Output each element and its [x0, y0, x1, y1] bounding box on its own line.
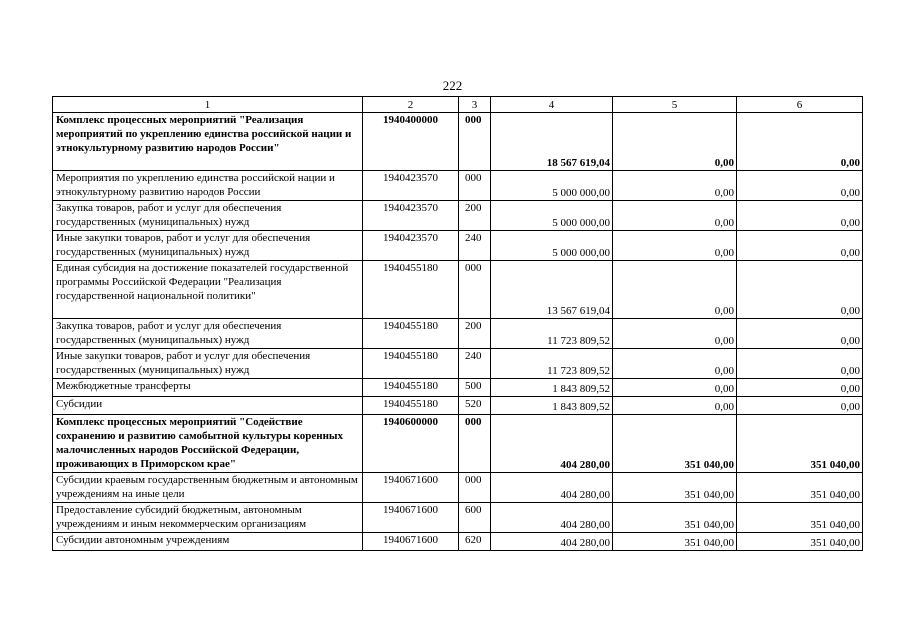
table-row — [53, 397, 863, 415]
row-amount-col6-cell: 351 040,00 — [737, 503, 863, 533]
row-amount-col5-cell: 351 040,00 — [613, 503, 737, 533]
row-name-cell: Мероприятия по укреплению единства российской нации и этнокультурному развитию народов России — [53, 171, 363, 201]
row-code-cell: 1940600000 — [363, 415, 459, 473]
row-code-cell: 1940423570 — [363, 171, 459, 201]
table-row — [53, 261, 863, 319]
row-amount-col6-cell: 0,00 — [737, 397, 863, 415]
row-amount-col4-cell: 1 843 809,52 — [491, 397, 613, 415]
row-amount-col4-cell: 1 843 809,52 — [491, 379, 613, 397]
row-name-cell: Межбюджетные трансферты — [53, 379, 363, 397]
row-type-cell: 620 — [459, 533, 491, 551]
header-cell: 3 — [459, 97, 491, 113]
row-amount-col5-cell: 0,00 — [613, 319, 737, 349]
row-code-cell: 1940671600 — [363, 503, 459, 533]
row-name-cell: Закупка товаров, работ и услуг для обеспечения государственных (муниципальных) нужд — [53, 201, 363, 231]
row-amount-col5-cell: 0,00 — [613, 261, 737, 319]
row-amount-col5-cell: 351 040,00 — [613, 533, 737, 551]
row-type-cell: 600 — [459, 503, 491, 533]
row-code-cell: 1940455180 — [363, 319, 459, 349]
header-cell: 6 — [737, 97, 863, 113]
row-type-cell: 200 — [459, 201, 491, 231]
row-code-cell: 1940671600 — [363, 473, 459, 503]
table-row-section — [53, 113, 863, 171]
row-amount-col6-cell: 0,00 — [737, 201, 863, 231]
row-type-cell: 240 — [459, 231, 491, 261]
page-number: 222 — [442, 78, 463, 93]
table-row — [53, 379, 863, 397]
table-row — [53, 201, 863, 231]
row-amount-col4-cell: 5 000 000,00 — [491, 231, 613, 261]
row-amount-col5-cell: 0,00 — [613, 113, 737, 171]
row-amount-col4-cell: 5 000 000,00 — [491, 171, 613, 201]
header-cell: 4 — [491, 97, 613, 113]
table-body — [53, 113, 863, 551]
row-amount-col4-cell: 13 567 619,04 — [491, 261, 613, 319]
row-name-cell: Иные закупки товаров, работ и услуг для обеспечения государственных (муниципальных) нужд — [53, 349, 363, 379]
row-amount-col6-cell: 0,00 — [737, 231, 863, 261]
header-cell: 1 — [53, 97, 363, 113]
table-row-section — [53, 415, 863, 473]
row-amount-col5-cell: 351 040,00 — [613, 473, 737, 503]
row-code-cell: 1940423570 — [363, 231, 459, 261]
row-amount-col6-cell: 0,00 — [737, 113, 863, 171]
row-amount-col4-cell: 18 567 619,04 — [491, 113, 613, 171]
table-row — [53, 349, 863, 379]
row-amount-col4-cell: 11 723 809,52 — [491, 319, 613, 349]
row-amount-col4-cell: 404 280,00 — [491, 415, 613, 473]
row-type-cell: 000 — [459, 113, 491, 171]
row-name-cell: Комплекс процессных мероприятий "Реализация мероприятий по укреплению единства российской нации и этнокультурному развитию народов России" — [53, 113, 363, 171]
row-name-cell: Субсидии краевым государственным бюджетным и автономным учреждениям на иные цели — [53, 473, 363, 503]
row-amount-col5-cell: 0,00 — [613, 201, 737, 231]
row-amount-col4-cell: 5 000 000,00 — [491, 201, 613, 231]
table-row — [53, 231, 863, 261]
budget-table — [52, 96, 863, 551]
table-row — [53, 473, 863, 503]
row-code-cell: 1940671600 — [363, 533, 459, 551]
row-name-cell: Комплекс процессных мероприятий "Содействие сохранению и развитию самобытной культуры коренных малочисленных народов Российской Федерации, проживающих в Приморском крае" — [53, 415, 363, 473]
table-row — [53, 533, 863, 551]
header-cell: 2 — [363, 97, 459, 113]
row-amount-col4-cell: 404 280,00 — [491, 533, 613, 551]
table-row — [53, 171, 863, 201]
row-code-cell: 1940455180 — [363, 349, 459, 379]
row-type-cell: 000 — [459, 473, 491, 503]
row-amount-col5-cell: 0,00 — [613, 379, 737, 397]
row-amount-col6-cell: 351 040,00 — [737, 473, 863, 503]
row-amount-col6-cell: 0,00 — [737, 349, 863, 379]
row-amount-col4-cell: 404 280,00 — [491, 473, 613, 503]
row-amount-col5-cell: 0,00 — [613, 231, 737, 261]
row-type-cell: 500 — [459, 379, 491, 397]
header-cell: 5 — [613, 97, 737, 113]
row-amount-col5-cell: 0,00 — [613, 349, 737, 379]
row-type-cell: 000 — [459, 261, 491, 319]
table-row — [53, 503, 863, 533]
row-code-cell: 1940455180 — [363, 379, 459, 397]
row-amount-col4-cell: 404 280,00 — [491, 503, 613, 533]
row-type-cell: 000 — [459, 171, 491, 201]
row-amount-col5-cell: 351 040,00 — [613, 415, 737, 473]
row-amount-col6-cell: 0,00 — [737, 261, 863, 319]
row-code-cell: 1940400000 — [363, 113, 459, 171]
row-code-cell: 1940455180 — [363, 397, 459, 415]
row-type-cell: 200 — [459, 319, 491, 349]
row-amount-col4-cell: 11 723 809,52 — [491, 349, 613, 379]
row-name-cell: Иные закупки товаров, работ и услуг для обеспечения государственных (муниципальных) нужд — [53, 231, 363, 261]
row-code-cell: 1940423570 — [363, 201, 459, 231]
row-amount-col6-cell: 0,00 — [737, 171, 863, 201]
row-type-cell: 000 — [459, 415, 491, 473]
row-amount-col6-cell: 0,00 — [737, 379, 863, 397]
row-amount-col6-cell: 0,00 — [737, 319, 863, 349]
row-type-cell: 520 — [459, 397, 491, 415]
row-name-cell: Закупка товаров, работ и услуг для обеспечения государственных (муниципальных) нужд — [53, 319, 363, 349]
row-amount-col6-cell: 351 040,00 — [737, 415, 863, 473]
row-type-cell: 240 — [459, 349, 491, 379]
row-amount-col5-cell: 0,00 — [613, 171, 737, 201]
row-amount-col5-cell: 0,00 — [613, 397, 737, 415]
row-name-cell: Предоставление субсидий бюджетным, автономным учреждениям и иным некоммерческим организациям — [53, 503, 363, 533]
row-name-cell: Единая субсидия на достижение показателей государственной программы Российской Федерации "Реализация государственной национальной политики" — [53, 261, 363, 319]
table-header-row — [53, 97, 863, 113]
row-name-cell: Субсидии автономным учреждениям — [53, 533, 363, 551]
row-amount-col6-cell: 351 040,00 — [737, 533, 863, 551]
row-name-cell: Субсидии — [53, 397, 363, 415]
table-row — [53, 319, 863, 349]
row-code-cell: 1940455180 — [363, 261, 459, 319]
